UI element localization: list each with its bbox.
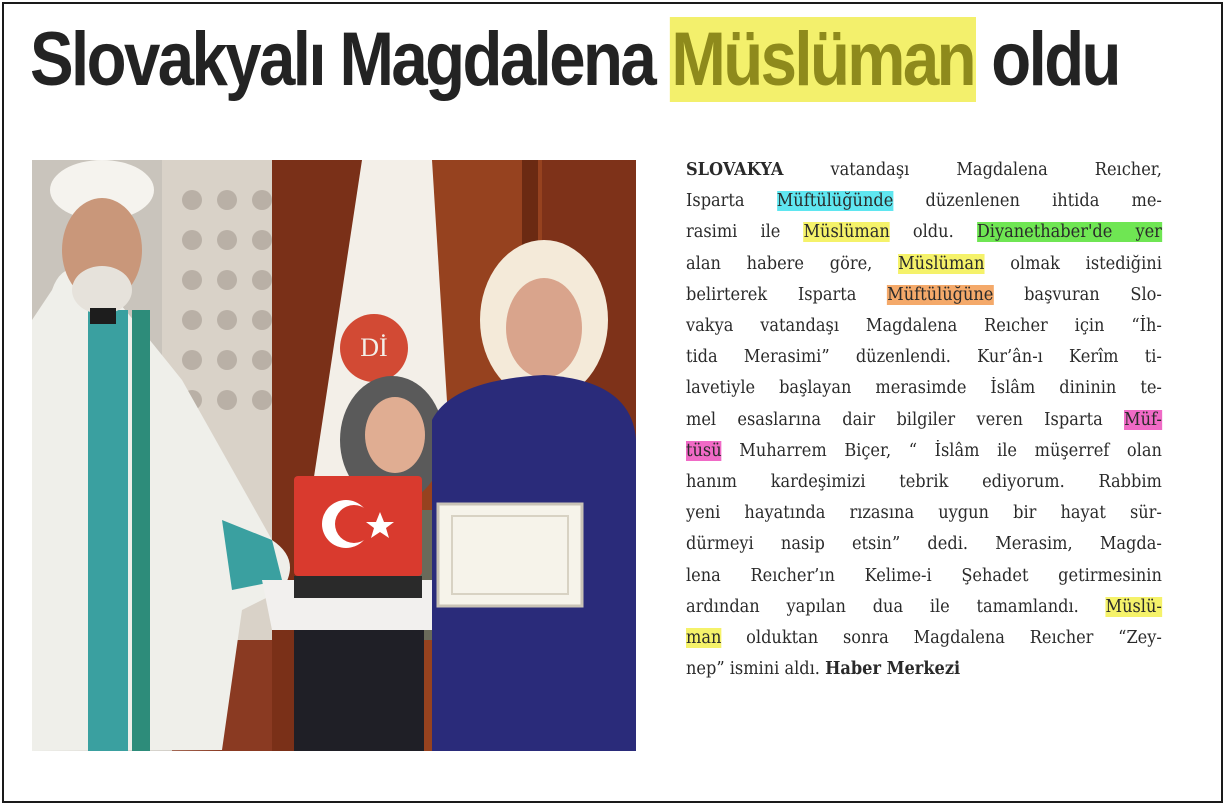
article-text: ardından yapılan dua ile tamamlandı. xyxy=(686,596,1079,617)
article-text: belirterek Isparta xyxy=(686,284,857,305)
article-text: vatandaşı Magdalena Reıcher, xyxy=(830,160,1162,180)
article-text: rasimi ile xyxy=(686,222,781,243)
article-text: nep” ismini aldı. xyxy=(686,659,820,680)
article-line xyxy=(686,405,1162,436)
article-line xyxy=(686,654,1162,685)
article-text: mel esaslarına dair bilgiler veren Isparta xyxy=(686,409,1103,430)
highlight-yellow: man xyxy=(686,628,722,649)
photo-illustration xyxy=(32,160,636,751)
article-line xyxy=(686,592,1162,623)
article-text: başvuran Slo- xyxy=(1024,284,1162,305)
article-line xyxy=(686,436,1162,467)
article-line xyxy=(686,249,1162,280)
article-text: Muharrem Biçer, “ İslâm ile müşerref olan xyxy=(739,440,1162,461)
article-body xyxy=(686,155,1162,685)
highlight-green: Diyanethaber'de yer xyxy=(976,222,1162,243)
article-text: olduktan sonra Magdalena Reıcher “Zey- xyxy=(746,628,1162,649)
article-line xyxy=(686,623,1162,654)
article-text: alan habere göre, xyxy=(686,253,873,274)
article-line: lavetiyle başlayan merasimde İslâm dininin te- xyxy=(686,378,1162,399)
highlight-cyan: Müftülüğünde xyxy=(776,191,894,212)
article-line: vakya vatandaşı Magdalena Reıcher için “İh- xyxy=(686,316,1162,337)
highlight-yellow: Müslüman xyxy=(898,253,985,274)
article-line: hanım kardeşimizi tebrik ediyorum. Rabbim xyxy=(686,472,1162,493)
article-line: dürmeyi nasip etsin” dedi. Merasim, Magda- xyxy=(686,534,1162,555)
article-line xyxy=(686,280,1162,311)
article-text: düzenlenen ihtida me- xyxy=(925,191,1162,212)
article-lead: SLOVAKYA xyxy=(686,160,784,180)
article-text: oldu. xyxy=(912,222,954,243)
highlight-pink: Müf- xyxy=(1124,409,1162,430)
logo-text: Dİ xyxy=(360,333,388,362)
article-line xyxy=(686,155,1162,186)
headline-text: Slovakyalı Magdalena xyxy=(30,17,655,102)
article-line xyxy=(686,217,1162,248)
news-photo xyxy=(32,160,636,751)
highlight-pink: tüsü xyxy=(686,440,722,461)
article-text: olmak istediğini xyxy=(1010,253,1162,274)
article-line: lena Reıcher’ın Kelime-i Şehadet getirmesinin xyxy=(686,565,1162,586)
article-line: yeni hayatında rızasına uygun bir hayat sür- xyxy=(686,503,1162,524)
highlight-yellow: Müslüman xyxy=(803,222,890,243)
article-byline: Haber Merkezi xyxy=(825,659,961,680)
article-line xyxy=(686,186,1162,217)
headline xyxy=(30,17,1119,102)
headline-text-end: oldu xyxy=(991,17,1119,102)
article-text: Isparta xyxy=(686,191,745,212)
article-line: tida Merasimi” düzenlendi. Kur’ân-ı Kerîm ti- xyxy=(686,347,1162,368)
headline-highlight: Müslüman xyxy=(671,17,974,102)
highlight-orange: Müftülüğüne xyxy=(887,284,994,305)
highlight-yellow: Müslü- xyxy=(1105,596,1162,617)
